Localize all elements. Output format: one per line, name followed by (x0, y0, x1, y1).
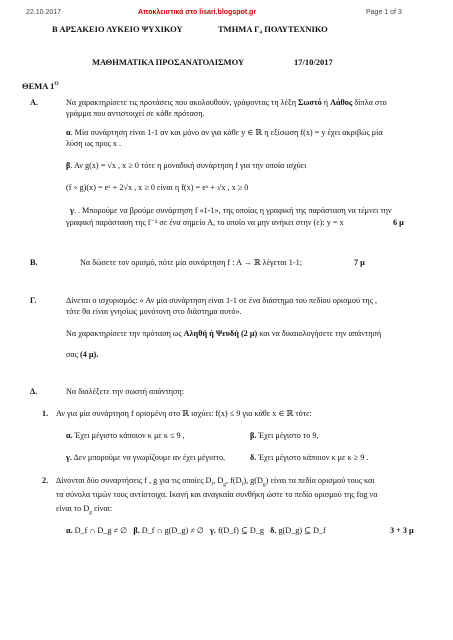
section-d-label: Δ. (30, 387, 38, 396)
q1-option-d: δ. Έχει μέγιστο κάποιον κ με κ ≥ 9 . (250, 453, 369, 462)
theme-heading: ΘΕΜΑ $1^O$ (22, 80, 59, 91)
question-1-number: 1. (42, 409, 49, 418)
item-c-line-2: γραφική παράσταση της f⁻¹ σε ένα σημείο Α, το οποίο να μην ανήκει στην (ε): y = x (66, 218, 344, 227)
q2-option-a: α. D_f ∩ D_g ≠ ∅ (66, 526, 128, 535)
item-b-line-1: β. Αν g(x) = √x , x ≥ 0 τότε η μοναδική συνάρτηση f για την οποία ισχύει (66, 161, 307, 170)
section-g-claim-1: Δίνεται ο ισχυρισμός: « Αν μία συνάρτηση είναι 1-1 σε ένα διάστημα του πεδίου ορισμού της , (66, 296, 378, 305)
print-date: 22.10.2017 (26, 9, 62, 16)
section-a-intro-2: γράμμα που αντιστοιχεί σε κάθε πρόταση. (66, 109, 205, 118)
q1-option-b: β. Έχει μέγιστο το 9, (250, 431, 319, 440)
question-2-line-3: είναι το $D_g$ είναι: (56, 504, 113, 516)
section-b-text: Να δώσετε τον ορισμό, πότε μία συνάρτηση f : A → ℝ λέγεται 1-1; (80, 258, 302, 267)
q1-option-c: γ. Δεν μπορούμε να γνωρίζουμε αν έχει μέγιστο, (66, 453, 226, 462)
question-2-line-2: τα σύνολα τιμών τους αντίστοιχα. Ικανή και αναγκαία συνθήκη ώστε το πεδίο ορισμού της fog να (56, 490, 378, 499)
q1-option-a: α. Έχει μέγιστο κάποιον κ με κ ≤ 9 , (66, 431, 185, 440)
section-a-intro: Να χαρακτηρίσετε τις προτάσεις που ακολουθούν, γράφοντας τη λέξη Σωστό ή Λάθος δίπλα στο (66, 98, 387, 107)
question-1-text: Αν για μία συνάρτηση f ορισμένη στο ℝ ισχύει: f(x) ≤ 9 για κάθε x ∈ ℝ τότε: (56, 409, 312, 418)
q2-option-c: γ. f(D_f) ⊆ D_g (210, 526, 264, 535)
school-name: Β ΑΡΣΑΚΕΙΟ ΛΥΚΕΙΟ ΨΥΧΙΚΟΥ (52, 24, 183, 34)
q2-option-d: δ. g(D_g) ⊆ D_f (270, 526, 326, 535)
section-g-task-1: Να χαρακτηρίσετε την πρόταση ως Αληθή ή Ψευδή (2 μ) και να δικαιολογήσετε την απάντησή (66, 329, 382, 338)
section-b-label: Β. (30, 258, 38, 267)
section-g-label: Γ. (30, 296, 37, 305)
item-c-line-1: γ. . Μπορούμε να βρούμε συνάρτηση f «1-1», της οποίας η γραφική της παράσταση να τέμνει την (70, 206, 392, 215)
q2-options-row (66, 525, 326, 536)
item-b-line-2: (f ∘ g)(x) = eˣ + 2√x , x ≥ 0 είναι η f(x) = eˣ + √x , x ≥ 0 (66, 183, 249, 192)
q2-points: 3 + 3 μ (390, 526, 414, 535)
subject-title: ΜΑΘΗΜΑΤΙΚΑ ΠΡΟΣΑΝΑΤΟΛΙΣΜΟΥ (92, 57, 245, 67)
section-g-task-2: σας (4 μ). (66, 350, 99, 359)
item-a-line-2: λύση ως προς x . (66, 139, 122, 148)
item-a-line-1: α. Μία συνάρτηση είναι 1-1 αν και μόνο αν για κάθε y ∈ ℝ η εξίσωση f(x) = y έχει ακριβώς μία (66, 128, 383, 137)
class-name: ΤΜΗΜΑ Γ₄ ΠΟΛΥΤΕΧΝΙΚΟ (218, 24, 328, 34)
item-c-points: 6 μ (393, 218, 404, 227)
section-g-claim-2: τότε θα είναι γνησίως μονότονη στο διάστημα αυτό». (66, 307, 242, 316)
section-d-intro: Να διαλέξετε την σωστή απάντηση: (66, 387, 184, 396)
section-b-points: 7 μ (354, 258, 365, 267)
page-number: Page 1 of 3 (366, 9, 402, 16)
question-2-line-1: Δίνονται δύο συναρτήσεις f , g για τις οποίες $D_f$, $D_g$, $f(D_f)$, $g(D_g)$ είναι τα πεδία ορισμού τους και (56, 476, 375, 488)
section-a-label: Α. (30, 98, 38, 107)
q2-option-b: β. D_f ∩ g(D_g) ≠ ∅ (133, 526, 204, 535)
exam-date: 17/10/2017 (294, 57, 333, 67)
question-2-number: 2. (42, 476, 49, 485)
site-link[interactable]: Αποκλειστικά στο lisari.blogspot.gr (138, 9, 257, 16)
